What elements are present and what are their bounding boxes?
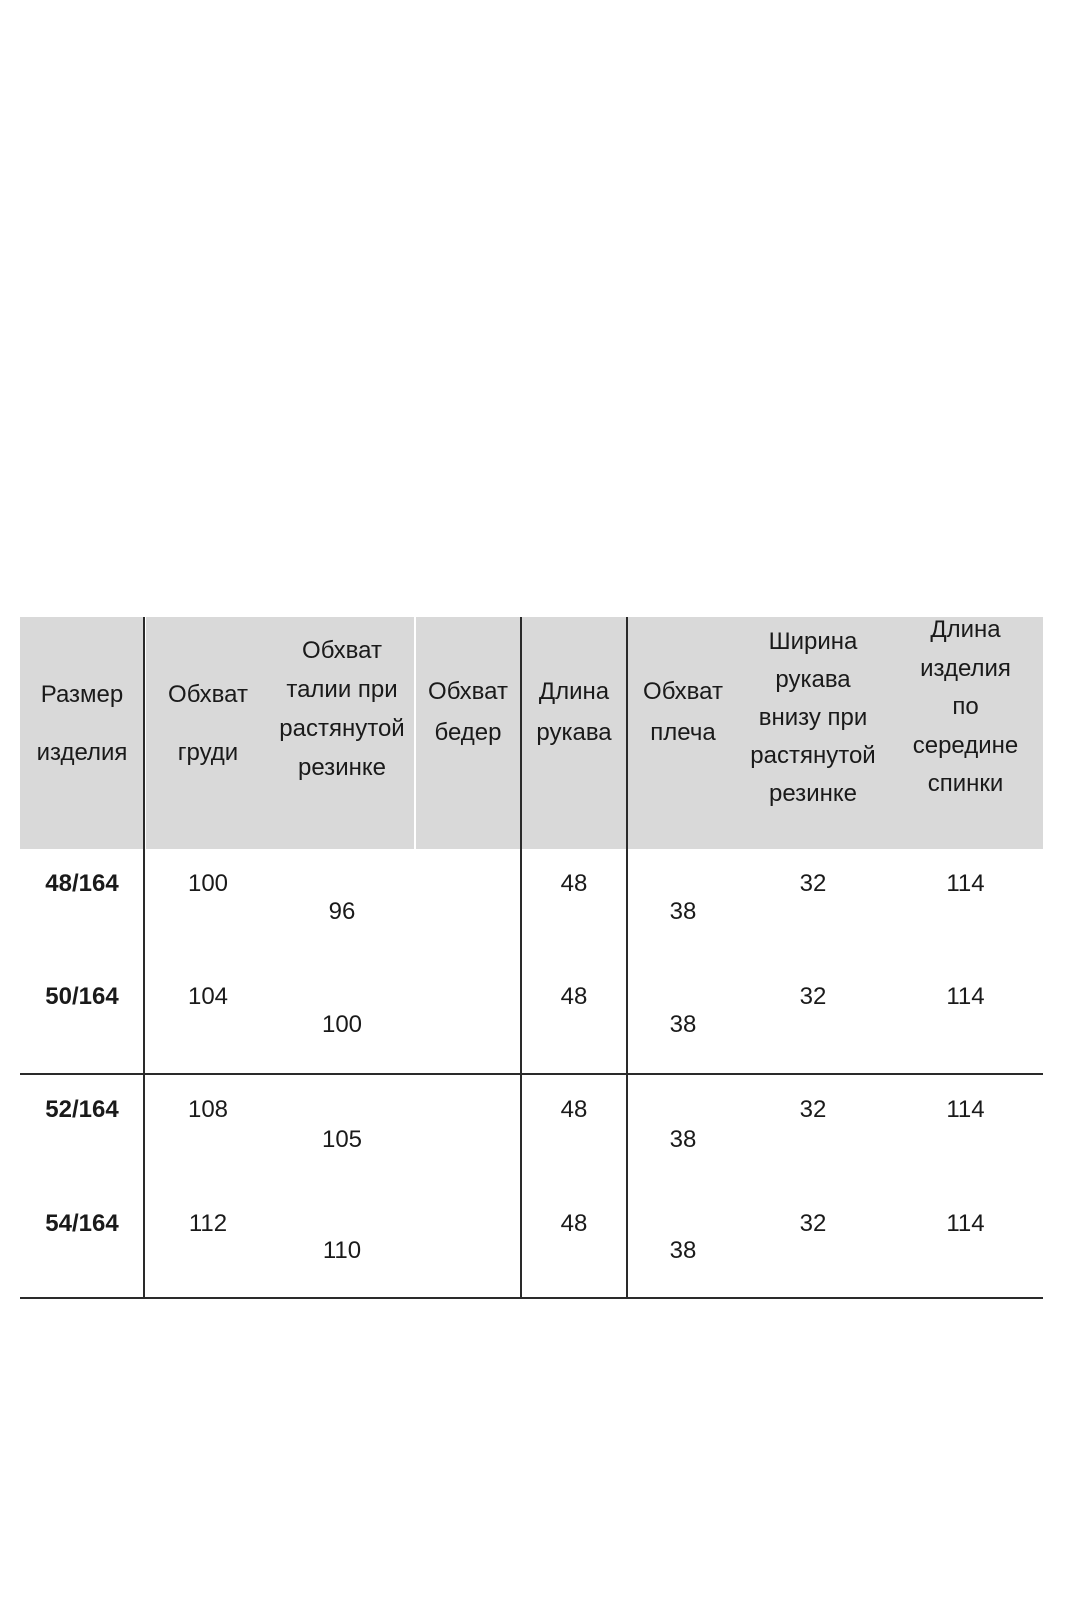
size-cell: 50/164 [45, 983, 119, 1010]
header-cell-shoulder [628, 617, 738, 849]
table-bottom-border [20, 1297, 1043, 1299]
shoulder-cell: 38 [669, 898, 697, 925]
header-size-label: Размер изделия [36, 681, 128, 766]
header-shoulder-label: Обхват плеча [643, 678, 723, 746]
size-cell: 48/164 [45, 870, 119, 897]
shoulder-cell: 38 [669, 1126, 697, 1153]
length-cell: 114 [946, 870, 985, 897]
chest-cell: 104 [187, 983, 229, 1010]
chest-cell: 112 [188, 1210, 228, 1237]
size-table [20, 617, 1043, 1299]
sleeve-width-cell: 32 [799, 1210, 827, 1237]
header-length-label: Длина изделия по середине спинки [912, 616, 1019, 797]
header-cell-size [20, 617, 144, 849]
row-divider [20, 1073, 1043, 1075]
header-cell-sleeve-width [738, 617, 888, 849]
size-cell: 54/164 [45, 1210, 119, 1237]
header-cell-length [888, 617, 1043, 849]
shoulder-cell: 38 [669, 1237, 697, 1264]
waist-cell: 110 [322, 1237, 362, 1264]
waist-cell: 105 [321, 1126, 363, 1153]
column-divider [626, 617, 628, 1299]
header-chest-label: Обхват груди [168, 681, 248, 766]
column-divider [520, 617, 522, 1299]
size-cell: 52/164 [45, 1096, 119, 1123]
waist-cell: 96 [328, 898, 356, 925]
sleeve-width-cell: 32 [799, 870, 827, 897]
length-cell: 114 [946, 983, 985, 1010]
header-cell-waist [270, 617, 414, 849]
sleeve-length-cell: 48 [560, 1210, 588, 1237]
sleeve-width-cell: 32 [799, 1096, 827, 1123]
column-divider [143, 617, 145, 1299]
sleeve-length-cell: 48 [560, 1096, 588, 1123]
sleeve-length-cell: 48 [560, 983, 588, 1010]
waist-cell: 100 [321, 1011, 363, 1038]
header-sleeve-length-label: Длина рукава [536, 678, 612, 746]
header-hips-label: Обхват бедер [428, 678, 508, 746]
header-sleeve-width-label: Ширина рукава внизу при растянутой резинке [750, 628, 876, 807]
header-cell-sleeve-length [522, 617, 626, 849]
header-waist-label: Обхват талии при растянутой резинке [279, 637, 405, 781]
shoulder-cell: 38 [669, 1011, 697, 1038]
length-cell: 114 [946, 1096, 985, 1123]
sleeve-length-cell: 48 [560, 870, 588, 897]
length-cell: 114 [946, 1210, 985, 1237]
chest-cell: 108 [187, 1096, 229, 1123]
header-cell-hips [416, 617, 520, 849]
header-cell-chest [146, 617, 270, 849]
sleeve-width-cell: 32 [799, 983, 827, 1010]
chest-cell: 100 [187, 870, 229, 897]
